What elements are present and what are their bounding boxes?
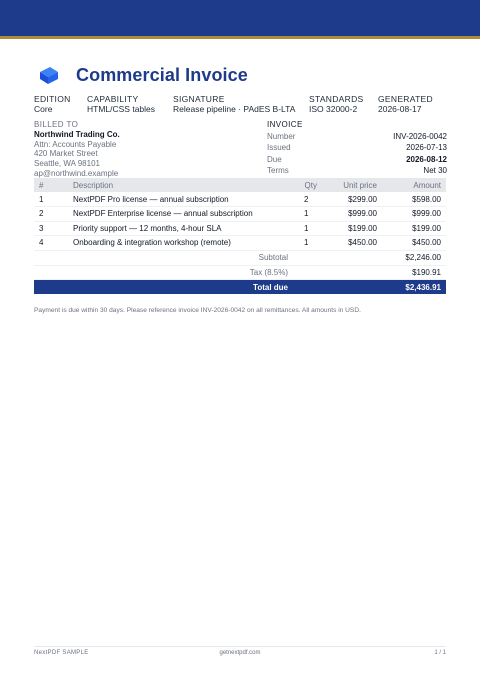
tax-row — [34, 266, 446, 281]
document-title: Commercial Invoice — [76, 64, 248, 85]
invoice-label: INVOICE — [267, 120, 303, 129]
meta-signature — [173, 94, 295, 114]
meta-capability — [87, 94, 155, 114]
meta-value: Release pipeline · PAdES B-LTA — [173, 104, 296, 114]
customer-email: ap@northwind.example — [34, 168, 119, 178]
subtotal-label: Subtotal — [258, 253, 288, 263]
billed-to-label: BILLED TO — [34, 120, 79, 129]
table-row — [34, 236, 446, 251]
payment-terms: Net 30 — [423, 166, 447, 176]
meta-label: SIGNATURE — [173, 94, 225, 104]
document-header — [36, 62, 248, 88]
footer-website: getnextpdf.com — [219, 650, 261, 656]
customer-name: Northwind Trading Co. — [34, 129, 120, 139]
line-description: Priority support — 12 months, 4-hour SLA — [68, 221, 282, 236]
line-amount: $999.00 — [382, 207, 446, 222]
total-due-label: Total due — [253, 282, 288, 292]
meta-standards — [309, 94, 364, 114]
meta-label: EDITION — [34, 94, 71, 104]
table-header-row — [34, 178, 446, 192]
totals-block — [34, 251, 446, 294]
line-number: 4 — [34, 236, 68, 251]
column-header-amount: Amount — [382, 178, 446, 192]
page-footer — [34, 650, 446, 660]
meta-edition — [34, 94, 71, 114]
table-row — [34, 207, 446, 222]
line-description: NextPDF Enterprise license — annual subscription — [68, 207, 282, 222]
address-line: 420 Market Street — [34, 149, 98, 159]
invoice-number-row — [267, 131, 447, 143]
footer-left-text: NextPDF SAMPLE — [34, 650, 89, 656]
issued-date: 2026-07-13 — [406, 143, 447, 153]
detail-label: Terms — [267, 166, 289, 176]
line-description: NextPDF Pro license — annual subscription — [68, 192, 282, 207]
line-qty: 2 — [282, 192, 322, 207]
tax-value: $190.91 — [412, 267, 441, 277]
total-due-row — [34, 280, 446, 294]
invoice-number: INV-2026-0042 — [393, 131, 447, 141]
banner-accent-rule — [0, 36, 480, 39]
line-items-table — [34, 178, 446, 251]
meta-value: HTML/CSS tables — [87, 104, 156, 114]
invoice-issued-row — [267, 142, 447, 154]
line-number: 1 — [34, 192, 68, 207]
total-due-value: $2,436.91 — [405, 282, 441, 292]
line-unit-price: $299.00 — [322, 192, 382, 207]
column-header-qty: Qty — [282, 178, 322, 192]
subtotal-value: $2,246.00 — [405, 253, 441, 263]
line-qty: 1 — [282, 207, 322, 222]
line-number: 3 — [34, 221, 68, 236]
metadata-strip — [0, 94, 480, 116]
address-line: Seattle, WA 98101 — [34, 159, 100, 169]
detail-label: Due — [267, 154, 282, 164]
invoice-terms-row — [267, 165, 447, 177]
line-number: 2 — [34, 207, 68, 222]
meta-value: 2026-08-17 — [378, 104, 422, 114]
line-amount: $598.00 — [382, 192, 446, 207]
table-row — [34, 192, 446, 207]
meta-label: STANDARDS — [309, 94, 364, 104]
line-amount: $450.00 — [382, 236, 446, 251]
meta-label: GENERATED — [378, 94, 433, 104]
cube-logo-icon — [36, 63, 62, 87]
meta-value: Core — [34, 104, 53, 114]
subtotal-row — [34, 251, 446, 266]
billed-to-block — [34, 120, 234, 179]
line-amount: $199.00 — [382, 221, 446, 236]
meta-label: CAPABILITY — [87, 94, 139, 104]
line-unit-price: $450.00 — [322, 236, 382, 251]
due-date: 2026-08-12 — [406, 154, 447, 164]
tax-label: Tax (8.5%) — [249, 267, 288, 277]
line-qty: 1 — [282, 221, 322, 236]
page-number: 1 / 1 — [434, 650, 446, 656]
invoice-due-row — [267, 154, 447, 166]
meta-generated — [378, 94, 433, 114]
column-header-description: Description — [68, 178, 282, 192]
table-row — [34, 221, 446, 236]
footer-divider — [34, 646, 446, 647]
column-header-number: # — [34, 178, 68, 192]
top-banner — [0, 0, 480, 36]
line-description: Onboarding & integration workshop (remote) — [68, 236, 282, 251]
detail-label: Issued — [267, 143, 291, 153]
line-qty: 1 — [282, 236, 322, 251]
payment-note: Payment is due within 30 days. Please reference invoice INV-2026-0042 on all remittances. All amounts in USD. — [34, 307, 361, 314]
meta-value: ISO 32000-2 — [309, 104, 358, 114]
line-unit-price: $199.00 — [322, 221, 382, 236]
invoice-details — [267, 120, 447, 177]
address-line: Attn: Accounts Payable — [34, 139, 117, 149]
line-unit-price: $999.00 — [322, 207, 382, 222]
column-header-unit-price: Unit price — [322, 178, 382, 192]
detail-label: Number — [267, 131, 296, 141]
